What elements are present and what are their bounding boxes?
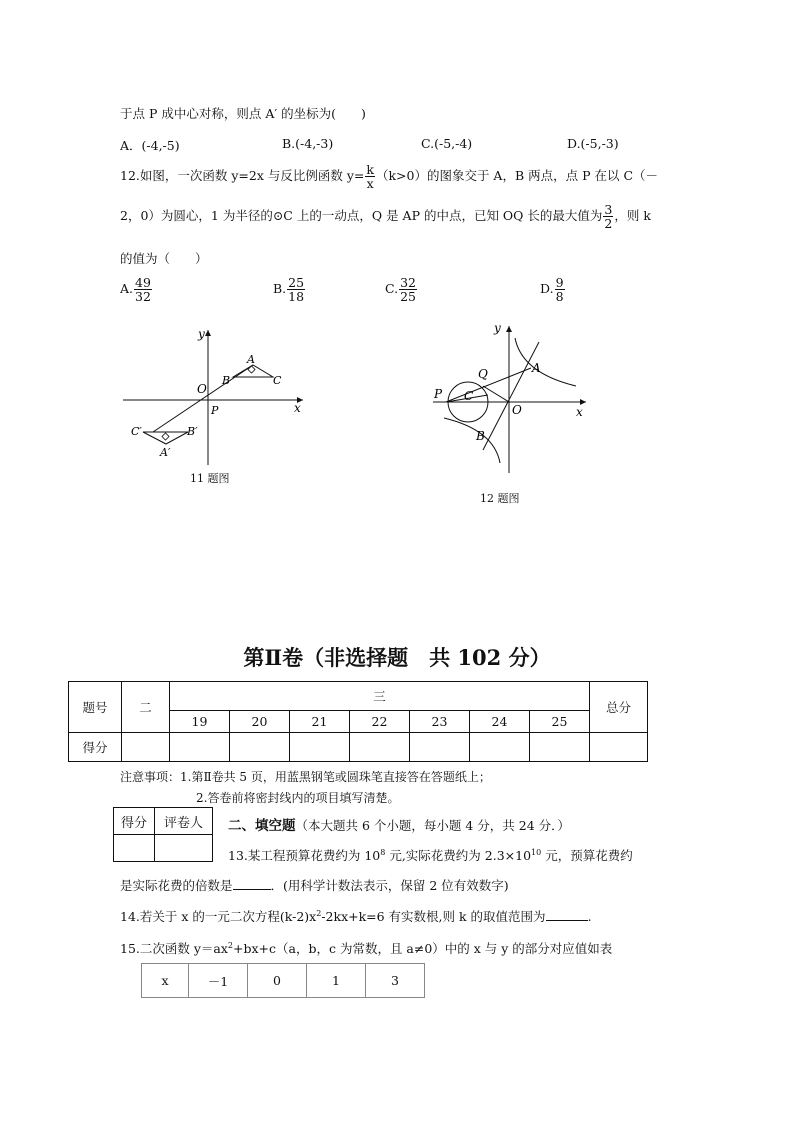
q11-option-c: C.(-5,-4) (421, 136, 473, 151)
label-a: A (532, 361, 541, 375)
label-b: B (476, 429, 485, 443)
q12-line1-b: （k>0）的图象交于 A，B 两点，点 P 在以 C（－ (375, 168, 659, 184)
score-cell[interactable] (350, 733, 410, 762)
q11-option-d: D.(-5,-3) (567, 136, 619, 151)
q12-line2-b: ，则 k (614, 208, 651, 224)
q14-text-c: . (587, 909, 592, 924)
option-label: C. (385, 281, 399, 297)
q14-text-b: -2kx+k=6 有实数根,则 k 的取值范围为 (321, 909, 546, 924)
option-numerator: 9 (555, 275, 564, 290)
max-denominator: 2 (604, 216, 613, 232)
x-denominator: x (366, 176, 374, 192)
max-numerator: 3 (604, 202, 613, 217)
section-2-title: 第Ⅱ卷（非选择题 共 102 分） (243, 645, 551, 670)
fill-title: 二、填空题 (228, 818, 296, 834)
q13-text-c: 元，预算花费约 (541, 848, 633, 863)
col-20: 20 (230, 711, 290, 733)
label-c: C (464, 389, 474, 403)
q12-line3: 的值为（ ） (120, 251, 208, 266)
label-c: C (273, 374, 282, 387)
q15-text-a: 15.二次函数 y＝ax (120, 941, 228, 956)
q12-option-a (120, 276, 153, 303)
q15-text (120, 939, 612, 957)
score-cell[interactable] (410, 733, 470, 762)
score-cell[interactable] (590, 733, 648, 762)
segment-pa (446, 368, 531, 402)
option-label: A. (120, 281, 134, 297)
figure-11-svg (118, 322, 318, 467)
notes-line-1 (120, 768, 491, 785)
label-o: O (197, 382, 207, 396)
q15-cell: －1 (189, 964, 248, 998)
label-b: B (222, 374, 231, 387)
q15-cell: 3 (366, 964, 425, 998)
q15-exponent: 2 (227, 940, 234, 950)
q15-cell: 1 (307, 964, 366, 998)
q11-text: 于点 P 成中心对称，则点 A′ 的坐标为( ) (120, 106, 366, 121)
q13-exponent-2: 10 (531, 847, 542, 857)
fill-section-header (228, 814, 570, 834)
label-a-prime: A′ (160, 446, 171, 459)
col-22: 22 (350, 711, 410, 733)
max-value-fraction (603, 203, 613, 230)
score-cell[interactable] (230, 733, 290, 762)
header-part-3: 三 (170, 682, 590, 711)
q15-text-b: +bx+c（a，b，c 为常数，且 a≠0）中的 x 与 y 的部分对应值如表 (233, 941, 613, 956)
option-numerator: 25 (288, 275, 305, 290)
q13-answer-blank[interactable] (233, 889, 271, 890)
q15-cell-x: x (142, 964, 189, 998)
q12-option-b (273, 276, 306, 303)
q13-text-a: 13.某工程预算花费约为 10 (228, 848, 381, 863)
label-o: O (512, 403, 522, 417)
option-numerator: 32 (400, 275, 416, 290)
label-x: x (576, 405, 583, 419)
score-cell[interactable] (170, 733, 230, 762)
col-23: 23 (410, 711, 470, 733)
q13-line1 (228, 846, 633, 864)
score-table (68, 681, 648, 762)
grader-score-label: 得分 (114, 808, 155, 835)
q12-line2 (120, 203, 651, 230)
k-numerator: k (366, 162, 374, 177)
grader-score-cell[interactable] (114, 835, 155, 862)
label-p: P (434, 387, 443, 401)
figure-12-caption: 12 题图 (480, 492, 520, 505)
grader-reviewer-cell[interactable] (155, 835, 213, 862)
q12-option-d (540, 276, 566, 303)
q12-line1 (120, 163, 658, 190)
q14-answer-blank[interactable] (546, 920, 588, 921)
score-cell[interactable] (470, 733, 530, 762)
option-denominator: 25 (400, 289, 416, 305)
option-denominator: 32 (135, 289, 151, 305)
label-y: y (198, 327, 205, 341)
segment-oq (483, 386, 509, 402)
option-label: D. (540, 281, 554, 297)
q14-exponent: 2 (316, 908, 322, 918)
header-part-2: 二 (122, 682, 170, 733)
option-denominator: 8 (555, 289, 564, 305)
right-angle-mark-prime (162, 433, 169, 440)
row-score-label: 得分 (69, 733, 122, 762)
notes-label: 注意事项： (120, 770, 181, 784)
q12-line1-a: 12.如图，一次函数 y=2x 与反比例函数 y= (120, 168, 365, 184)
hyperbola-branch-2 (444, 418, 500, 463)
triangle-abc-prime (143, 432, 188, 444)
grader-table (113, 807, 213, 862)
figure-11-caption: 11 题图 (190, 472, 230, 485)
q13-text-b: 元,实际花费约为 2.3×10 (385, 848, 532, 863)
q12-line2-a: 2，0）为圆心，1 为半径的⊙C 上的一动点，Q 是 AP 的中点，已知 OQ 长的最大值为 (120, 208, 603, 224)
q11-option-b: B.(-4,-3) (282, 136, 334, 151)
q13-line2 (120, 876, 509, 894)
q15-value-table (141, 963, 425, 998)
header-question-number: 题号 (69, 682, 122, 733)
option-numerator: 49 (135, 275, 151, 290)
q12-option-c (385, 276, 418, 303)
note-2: 2.答卷前将密封线内的项目填写清楚。 (196, 791, 400, 805)
col-19: 19 (170, 711, 230, 733)
fill-desc: （本大题共 6 个小题，每小题 4 分，共 24 分．） (295, 818, 570, 833)
q14-text-a: 14.若关于 x 的一元二次方程(k-2)x (120, 909, 317, 924)
figure-11 (118, 322, 318, 470)
score-cell[interactable] (122, 733, 170, 762)
q13-text-e: ．(用科学计数法表示，保留 2 位有效数字) (270, 878, 509, 893)
header-total: 总分 (590, 682, 648, 733)
score-cell[interactable] (530, 733, 590, 762)
figure-12-svg (428, 318, 593, 478)
note-1: 1.第Ⅱ卷共 5 页，用蓝黑钢笔或圆珠笔直接答在答题纸上； (180, 770, 491, 784)
col-25: 25 (530, 711, 590, 733)
option-label: B. (273, 281, 287, 297)
option-denominator: 18 (288, 289, 305, 305)
grader-reviewer-label: 评卷人 (155, 808, 213, 835)
segment-bb (153, 365, 253, 432)
q11-option-a: A．(-4,-5) (120, 138, 180, 153)
figure-12 (428, 318, 593, 481)
label-c-prime: C′ (131, 425, 142, 438)
label-p: P (211, 404, 219, 417)
col-21: 21 (290, 711, 350, 733)
label-x: x (294, 401, 301, 415)
line-y-2x (483, 342, 539, 450)
label-b-prime: B′ (187, 425, 198, 438)
label-q: Q (478, 367, 488, 381)
q15-cell: 0 (248, 964, 307, 998)
k-over-x-fraction (365, 163, 375, 190)
hyperbola-branch-1 (515, 338, 576, 386)
q13-text-d: 是实际花费的倍数是 (120, 878, 233, 893)
col-24: 24 (470, 711, 530, 733)
q13-exponent-1: 8 (380, 847, 386, 857)
score-cell[interactable] (290, 733, 350, 762)
label-y: y (494, 321, 501, 335)
label-a: A (247, 353, 255, 366)
q14-text (120, 907, 592, 925)
